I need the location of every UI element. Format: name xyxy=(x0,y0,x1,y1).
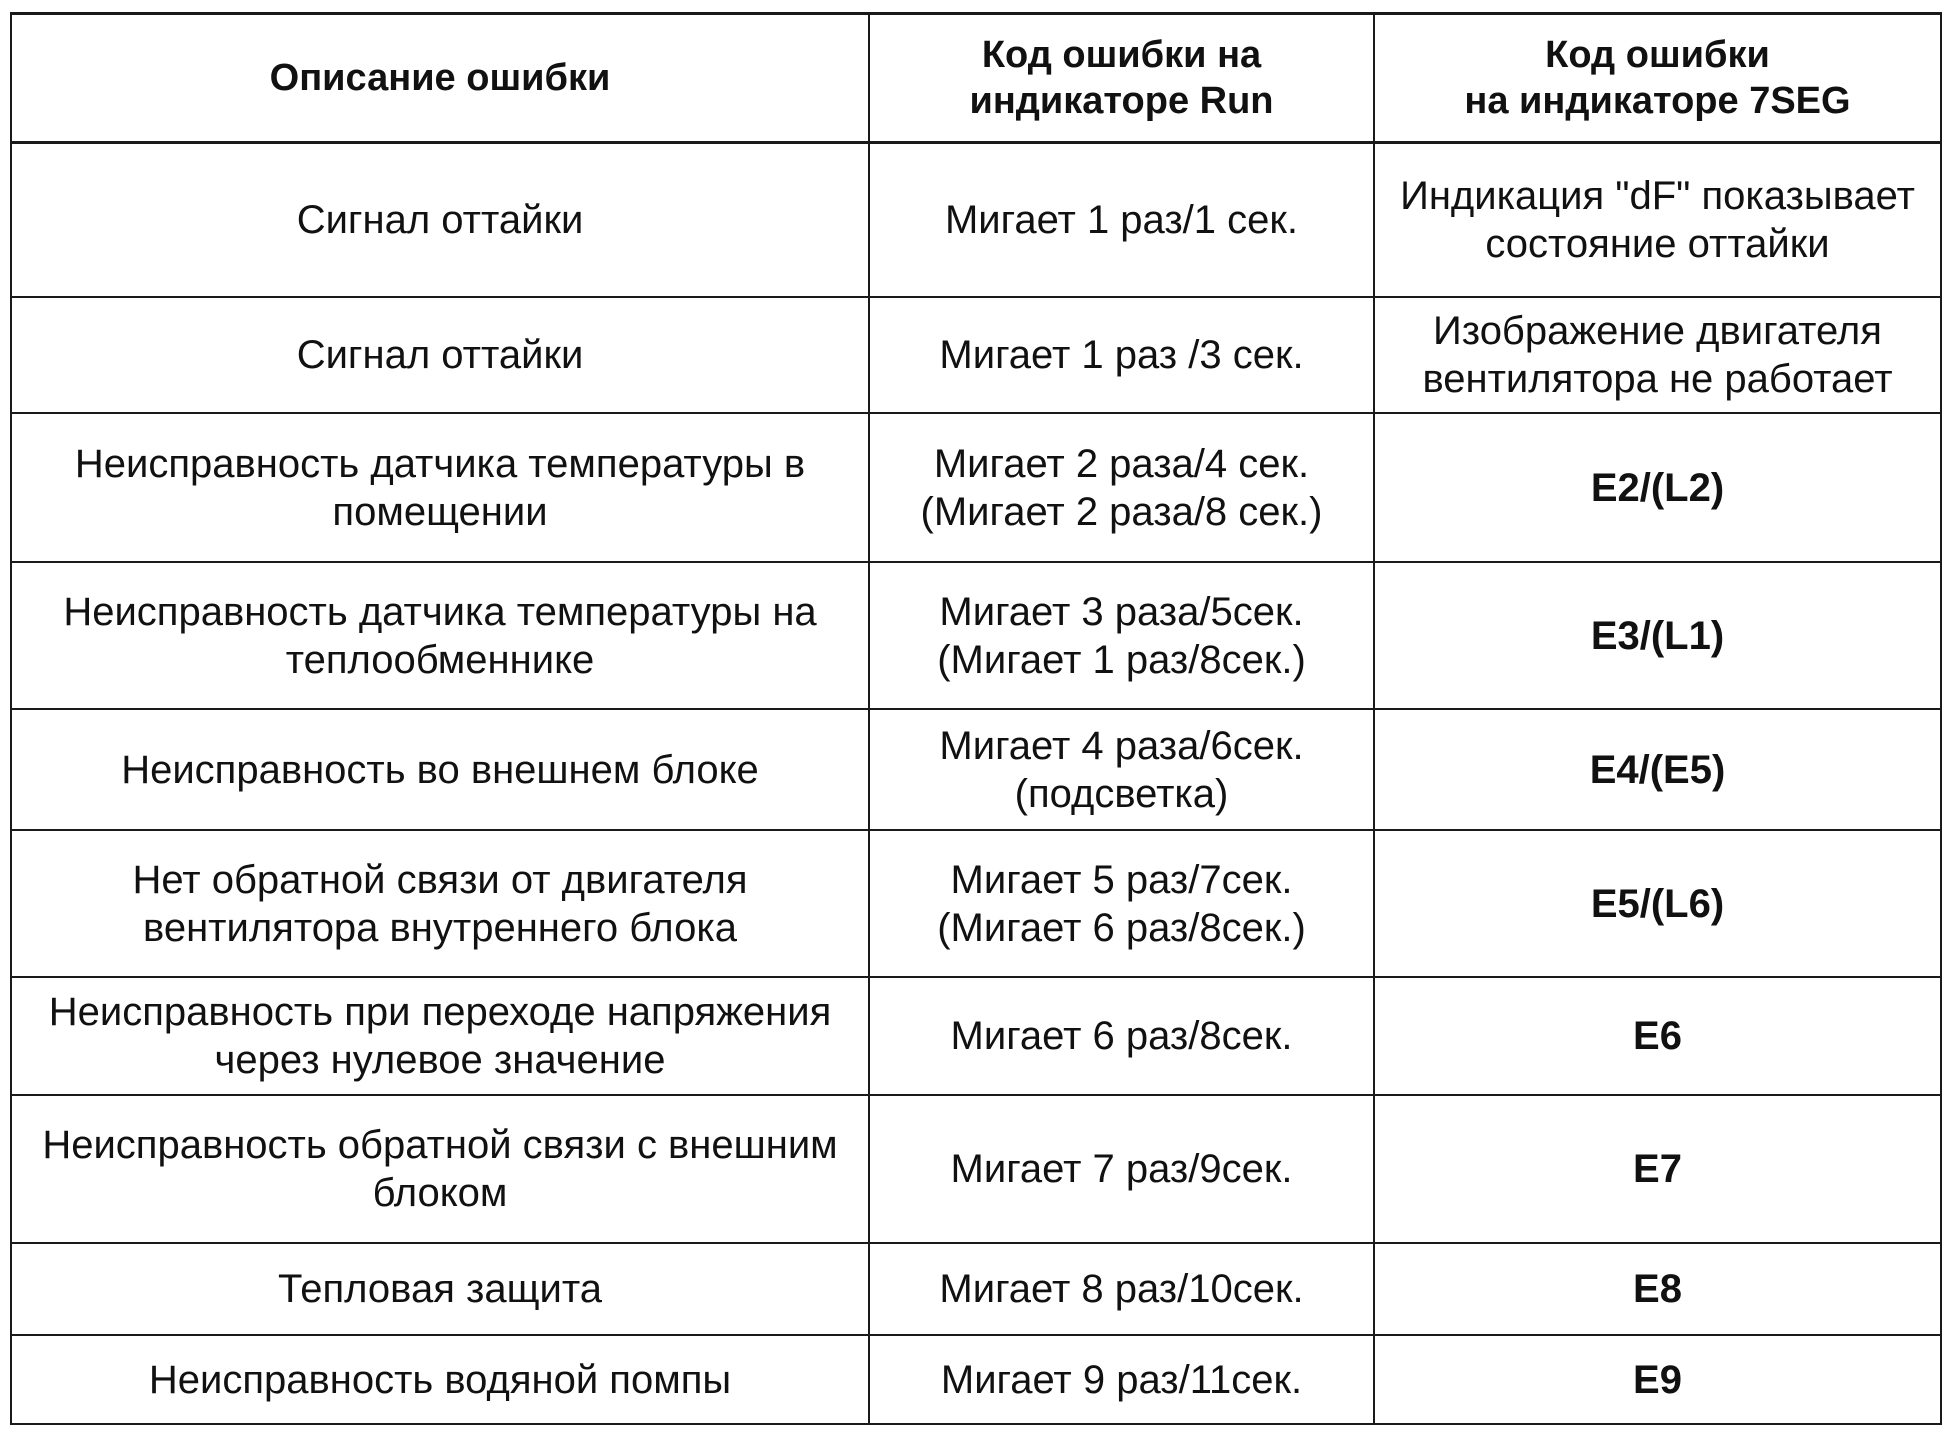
run-code-cell xyxy=(869,830,1374,977)
description-line: помещении xyxy=(332,489,548,534)
header-run-code-line: индикаторе Run xyxy=(969,80,1274,122)
run-code-cell xyxy=(869,709,1374,830)
description-cell xyxy=(11,413,869,562)
table-row xyxy=(11,413,1941,562)
run-code-cell xyxy=(869,562,1374,709)
seg-code-line: вентилятора не работает xyxy=(1422,357,1893,401)
run-code-line: Мигает 2 раза/4 сек. xyxy=(933,441,1310,486)
run-code-line: (Мигает 6 раз/8сек.) xyxy=(937,905,1306,950)
run-code-line: Мигает 4 раза/6сек. xyxy=(939,723,1304,768)
run-code-cell xyxy=(869,297,1374,413)
description-cell xyxy=(11,297,869,413)
table-row xyxy=(11,709,1941,830)
seg-code-cell xyxy=(1374,1095,1941,1243)
description-cell xyxy=(11,143,869,298)
description-line: Неисправность во внешнем блоке xyxy=(121,747,759,792)
header-7seg-code-line: на индикаторе 7SEG xyxy=(1464,80,1851,122)
run-code-cell xyxy=(869,143,1374,298)
seg-code-cell xyxy=(1374,413,1941,562)
table-row xyxy=(11,1335,1941,1424)
run-code-line: (подсветка) xyxy=(1014,771,1229,816)
description-cell xyxy=(11,709,869,830)
table-row xyxy=(11,1095,1941,1243)
seg-code-cell xyxy=(1374,297,1941,413)
description-line: Неисправность датчика температуры на xyxy=(63,589,817,634)
description-line: через нулевое значение xyxy=(214,1038,666,1082)
run-code-line: Мигает 5 раз/7сек. xyxy=(950,857,1293,902)
error-codes-table xyxy=(10,12,1942,1425)
header-run-code-line: Код ошибки на xyxy=(981,34,1262,76)
description-cell xyxy=(11,1095,869,1243)
description-line: теплообменнике xyxy=(285,637,595,682)
run-code-cell xyxy=(869,977,1374,1095)
run-code-line: (Мигает 1 раз/8сек.) xyxy=(937,637,1306,682)
seg-code-line: E5/(L6) xyxy=(1590,881,1725,926)
run-code-cell xyxy=(869,1243,1374,1335)
run-code-cell xyxy=(869,1335,1374,1424)
table-row xyxy=(11,830,1941,977)
description-cell xyxy=(11,1243,869,1335)
header-run-code xyxy=(869,14,1374,143)
table-row xyxy=(11,977,1941,1095)
seg-code-line: Индикация "dF" показывает xyxy=(1400,174,1915,218)
seg-code-line: E9 xyxy=(1633,1357,1682,1402)
header-7seg-code-line: Код ошибки xyxy=(1545,34,1770,76)
description-line: Неисправность датчика температуры в xyxy=(74,441,806,486)
seg-code-cell xyxy=(1374,562,1941,709)
description-line: Сигнал оттайки xyxy=(296,198,584,242)
table-row xyxy=(11,562,1941,709)
header-7seg-code xyxy=(1374,14,1941,143)
seg-code-line: E3/(L1) xyxy=(1590,613,1725,658)
seg-code-line: E4/(E5) xyxy=(1589,747,1726,792)
run-code-cell xyxy=(869,413,1374,562)
description-line: блоком xyxy=(372,1171,508,1215)
seg-code-line: состояние оттайки xyxy=(1485,222,1830,266)
table-row xyxy=(11,143,1941,298)
seg-code-cell xyxy=(1374,1335,1941,1424)
header-description-line: Описание ошибки xyxy=(269,57,611,99)
run-code-line: Мигает 6 раз/8сек. xyxy=(950,1014,1293,1058)
description-line: Неисправность водяной помпы xyxy=(148,1357,732,1402)
description-line: Тепловая защита xyxy=(278,1267,602,1311)
seg-code-cell xyxy=(1374,143,1941,298)
run-code-line: (Мигает 2 раза/8 сек.) xyxy=(920,489,1323,534)
description-line: Неисправность при переходе напряжения xyxy=(48,990,832,1034)
description-line: Неисправность обратной связи с внешним xyxy=(42,1123,838,1167)
seg-code-cell xyxy=(1374,1243,1941,1335)
seg-code-line: E8 xyxy=(1633,1267,1682,1311)
run-code-line: Мигает 1 раз /3 сек. xyxy=(939,333,1304,377)
run-code-line: Мигает 1 раз/1 сек. xyxy=(944,198,1299,242)
description-cell xyxy=(11,830,869,977)
seg-code-line: Изображение двигателя xyxy=(1433,309,1882,353)
seg-code-cell xyxy=(1374,830,1941,977)
header-description xyxy=(11,14,869,143)
description-cell xyxy=(11,562,869,709)
seg-code-line: E7 xyxy=(1633,1147,1682,1191)
description-line: Нет обратной связи от двигателя xyxy=(132,857,748,902)
description-line: Сигнал оттайки xyxy=(296,333,584,377)
run-code-cell xyxy=(869,1095,1374,1243)
seg-code-cell xyxy=(1374,709,1941,830)
run-code-line: Мигает 7 раз/9сек. xyxy=(950,1147,1293,1191)
run-code-line: Мигает 9 раз/11сек. xyxy=(940,1357,1303,1402)
table-row xyxy=(11,1243,1941,1335)
seg-code-line: E6 xyxy=(1633,1014,1682,1058)
seg-code-cell xyxy=(1374,977,1941,1095)
description-cell xyxy=(11,1335,869,1424)
run-code-line: Мигает 3 раза/5сек. xyxy=(939,589,1304,634)
header-row xyxy=(11,14,1941,143)
run-code-line: Мигает 8 раз/10сек. xyxy=(939,1267,1304,1311)
description-line: вентилятора внутреннего блока xyxy=(143,905,737,950)
description-cell xyxy=(11,977,869,1095)
seg-code-line: E2/(L2) xyxy=(1590,465,1725,510)
table-row xyxy=(11,297,1941,413)
error-codes-page xyxy=(10,12,1940,1425)
